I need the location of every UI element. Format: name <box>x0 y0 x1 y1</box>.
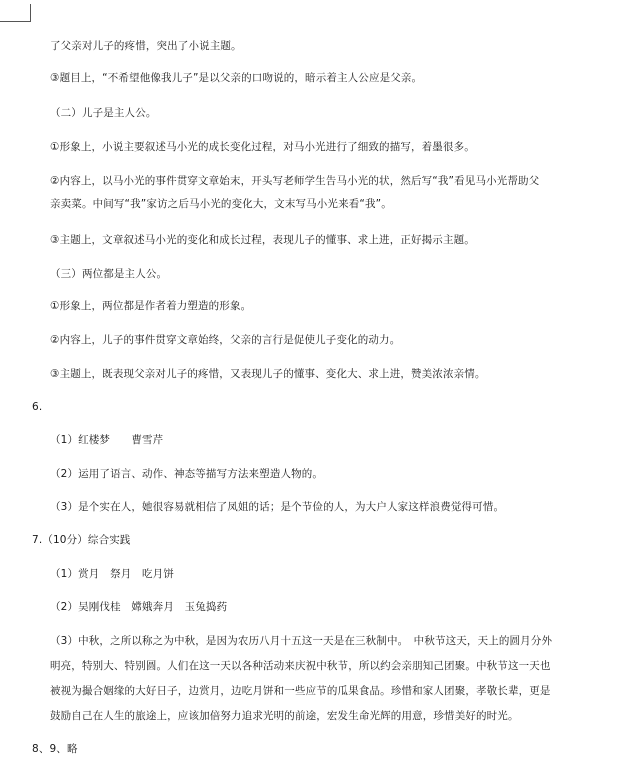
answer-point-theme-both: ③主题上，既表现父亲对儿子的疼惜，又表现儿子的懂事、变化大、求上进，赞美浓浓亲情。 <box>50 368 486 380</box>
page-corner-mark-vertical <box>30 4 31 22</box>
answer-point-title: ③题目上，“不希望他像我儿子”是以父亲的口吻说的，暗示着主人公应是父亲。 <box>50 72 423 84</box>
answer-6-1: （1）红楼梦 曹雪芹 <box>50 434 164 446</box>
answer-line-fragment: 了父亲对儿子的疼惜，突出了小说主题。 <box>50 40 242 52</box>
question-number-7: 7.（10分）综合实践 <box>32 534 131 546</box>
answer-7-3: （3）中秋，之所以称之为中秋，是因为农历八月十五这一天是在三秋制中。 中秋节这天，天上的圆月分外 <box>50 635 553 647</box>
question-number-8-9: 8、9、略 <box>32 743 78 755</box>
section-heading-son: （二）儿子是主人公。 <box>50 107 157 119</box>
answer-7-1: （1）赏月 祭月 吃月饼 <box>50 568 174 580</box>
answer-point-image-both: ①形象上，两位都是作者着力塑造的形象。 <box>50 300 252 312</box>
answer-point-content-both: ②内容上，儿子的事件贯穿文章始终，父亲的言行是促使儿子变化的动力。 <box>50 334 401 346</box>
answer-point-content-cont: 亲卖菜。中间写“我”家访之后马小光的变化大，文末写马小光来看“我”。 <box>50 198 392 210</box>
question-number-6: 6. <box>32 401 43 413</box>
answer-point-image: ①形象上，小说主要叙述马小光的成长变化过程，对马小光进行了细致的描写，着墨很多。 <box>50 141 475 153</box>
answer-point-theme: ③主题上，文章叙述马小光的变化和成长过程，表现儿子的懂事、求上进，正好揭示主题。 <box>50 234 475 246</box>
answer-6-3: （3）是个实在人，她很容易就相信了凤姐的话；是个节俭的人，为大户人家这样浪费觉得可惜。 <box>50 501 505 513</box>
answer-7-3-cont3: 鼓励自己在人生的旅途上，应该加倍努力追求光明的前途，宏发生命光辉的用意，珍惜美好的时光。 <box>50 710 519 722</box>
section-heading-both: （三）两位都是主人公。 <box>50 268 168 280</box>
answer-7-2: （2）吴刚伐桂 嫦娥奔月 玉兔捣药 <box>50 601 228 613</box>
answer-7-3-cont2: 被视为撮合姻缘的大好日子，边赏月，边吃月饼和一些应节的瓜果食品。珍惜和家人团聚，孝敬长辈，更是 <box>50 685 551 697</box>
answer-7-3-cont1: 明亮，特别大、特别圆。人们在这一天以各种活动来庆祝中秋节，所以约会亲朋知己团聚。中秋节这一天也 <box>50 660 551 672</box>
answer-6-2: （2）运用了语言、动作、神态等描写方法来塑造人物的。 <box>50 468 324 480</box>
answer-point-content: ②内容上，以马小光的事件贯穿文章始末，开头写老师学生告马小光的状，然后写“我”看见马小光帮助父 <box>50 175 540 187</box>
page-corner-mark-horizontal <box>0 21 30 22</box>
